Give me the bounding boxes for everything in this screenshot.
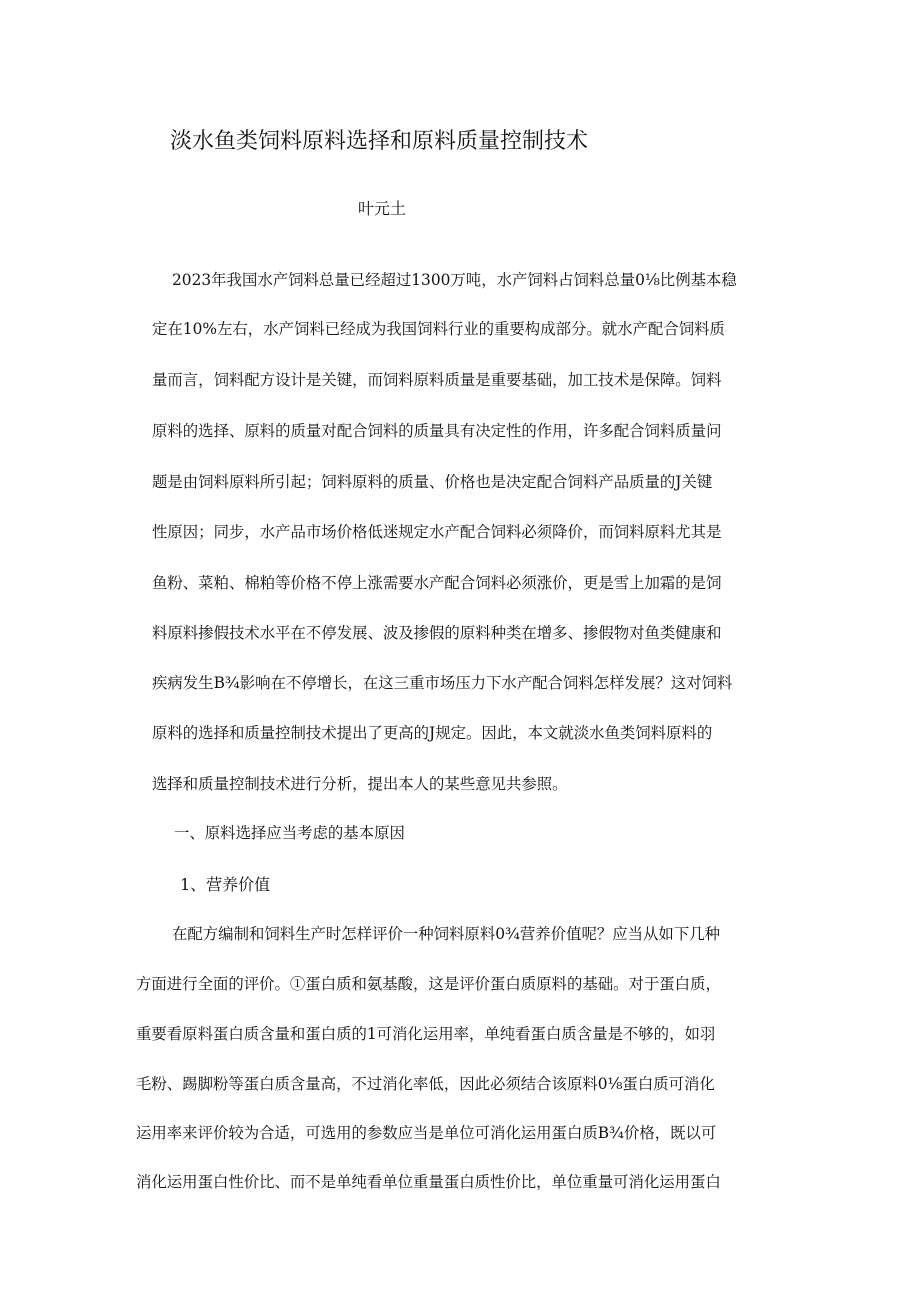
document-author: 叶元土 <box>358 199 407 218</box>
document-title: 淡水鱼类饲料原料选择和原料质量控制技术 <box>170 129 589 154</box>
paragraph-line: 重要看原料蛋白质含量和蛋白质的1可消化运用率，单纯看蛋白质含量是不够的，如羽 <box>136 1025 716 1043</box>
paragraph-line: 消化运用蛋白性价比、而不是单纯看单位重量蛋白质性价比，单位重量可消化运用蛋白 <box>136 1173 721 1191</box>
subsection-heading: 1、营养价值 <box>180 875 271 894</box>
paragraph-line: 选择和质量控制技术进行分析，提出本人的某些意见共参照。 <box>152 775 568 793</box>
paragraph-line: 料原料掺假技术水平在不停发展、波及掺假的原料种类在增多、掺假物对鱼类健康和 <box>152 624 722 642</box>
paragraph-line: 原料的选择和质量控制技术提出了更高的J规定。因此，本文就淡水鱼类饲料原料的 <box>152 724 713 742</box>
paragraph-line: 定在10%左右，水产饲料已经成为我国饲料行业的重要构成部分。就水产配合饲料质 <box>152 320 725 338</box>
paragraph-line: 运用率来评价较为合适，可选用的参数应当是单位可消化运用蛋白质B¾价格，既以可 <box>136 1124 717 1142</box>
section-heading: 一、原料选择应当考虑的基本原因 <box>174 824 405 842</box>
paragraph-line: 在配方编制和饲料生产时怎样评价一种饲料原料0¾营养价值呢？应当从如下几种 <box>172 925 720 943</box>
paragraph-line: 量而言，饲料配方设计是关键，而饲料原料质量是重要基础，加工技术是保障。饲料 <box>152 371 722 389</box>
paragraph-line: 题是由饲料原料所引起；饲料原料的质量、价格也是决定配合饲料产品质量的J关键 <box>152 473 713 491</box>
paragraph-line: 原料的选择、原料的质量对配合饲料的质量具有决定性的作用，许多配合饲料质量问 <box>152 422 722 440</box>
paragraph-line: 疾病发生B¾影响在不停增长，在这三重市场压力下水产配合饲料怎样发展？这对饲料 <box>152 674 733 692</box>
paragraph-line: 2023年我国水产饲料总量已经超过1300万吨，水产饲料占饲料总量0⅛比例基本稳 <box>172 271 737 289</box>
paragraph-line: 性原因；同步，水产品市场价格低迷规定水产配合饲料必须降价，而饲料原料尤其是 <box>152 523 722 541</box>
paragraph-line: 鱼粉、菜粕、棉粕等价格不停上涨需要水产配合饲料必须涨价，更是雪上加霜的是饲 <box>152 574 722 592</box>
paragraph-line: 方面进行全面的评价。①蛋白质和氨基酸，这是评价蛋白质原料的基础。对于蛋白质， <box>136 975 721 993</box>
paragraph-line: 毛粉、踢脚粉等蛋白质含量高，不过消化率低，因此必须结合该原料0⅛蛋白质可消化 <box>136 1075 715 1093</box>
